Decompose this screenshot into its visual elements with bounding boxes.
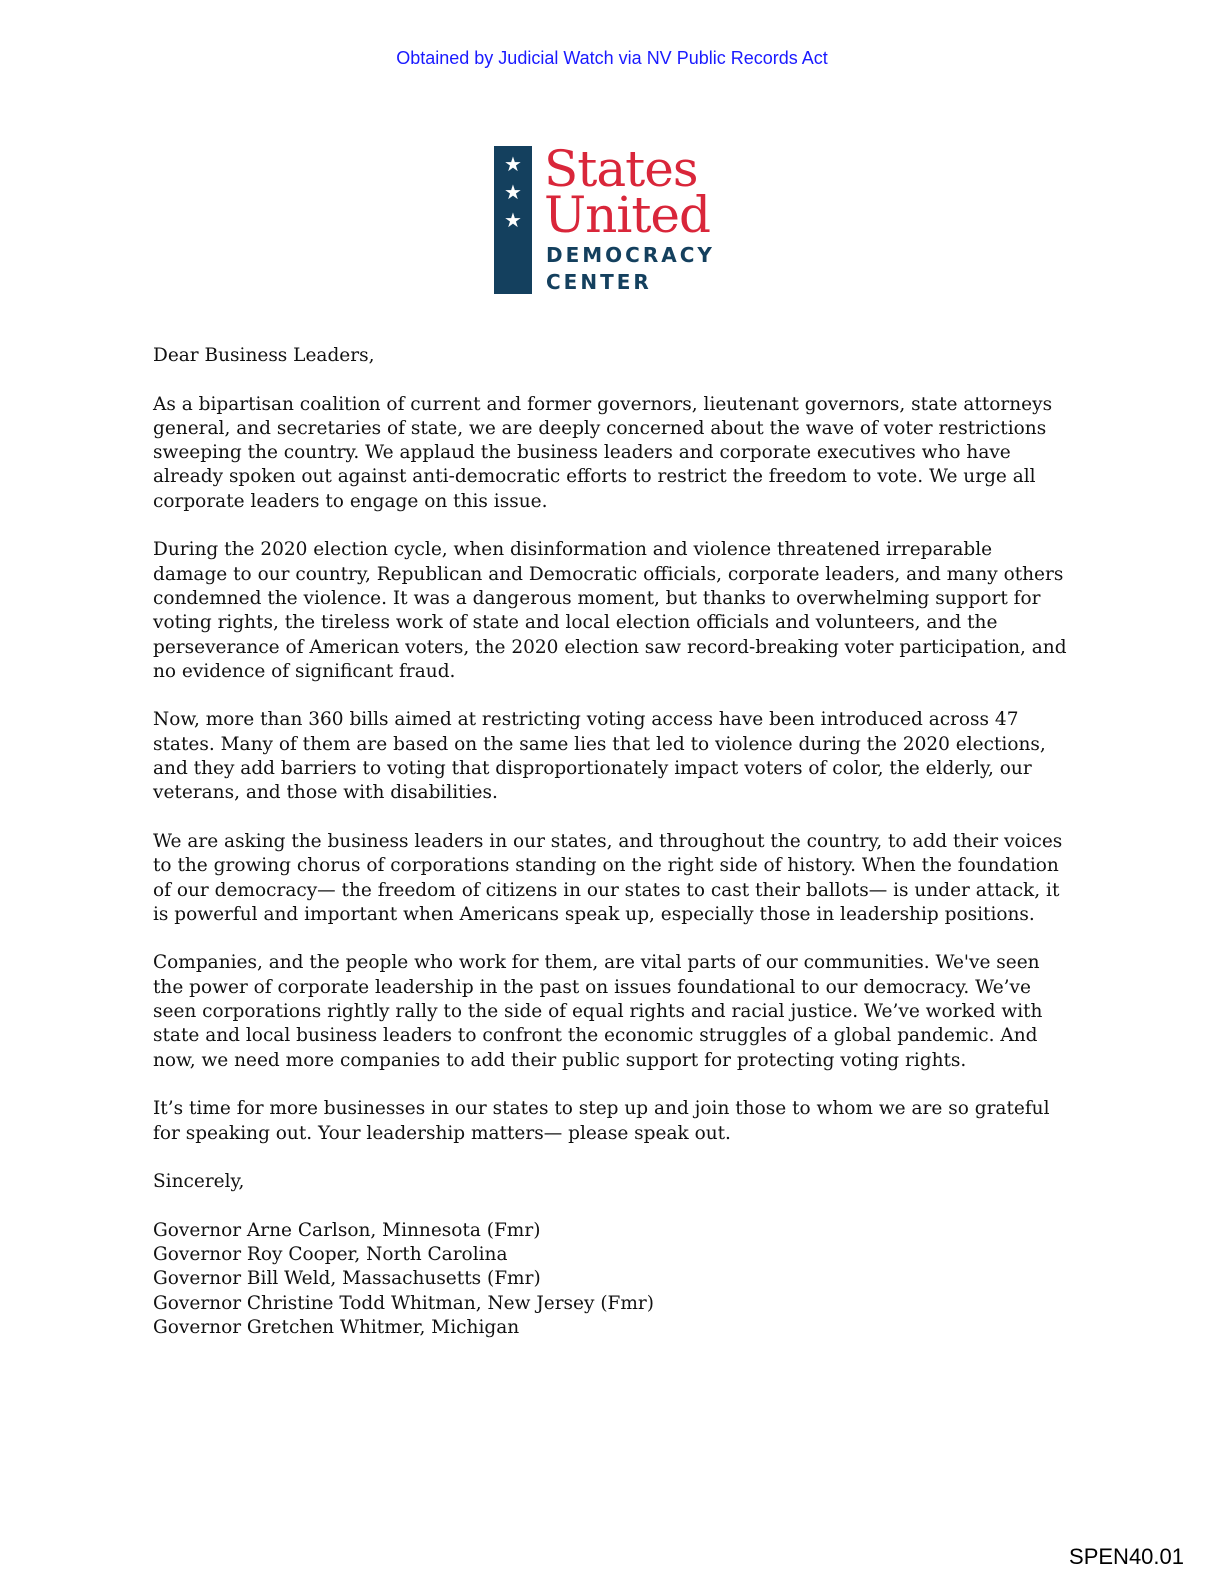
paragraph: We are asking the business leaders in our states, and throughout the country, to add their voices to the growing chorus of corporations standing on the right side of history. When the foundation of our democracy— the freedom of citizens in our states to cast their ballots— is under attack, it is powerful and important when Americans speak up, especially those in leadership positions.: [153, 830, 1063, 925]
signatory: Governor Arne Carlson, Minnesota (Fmr): [153, 1219, 541, 1241]
paragraph: It’s time for more businesses in our states to step up and join those to whom we are so grateful for speaking out. Your leadership matters— please speak out.: [153, 1098, 1050, 1144]
logo-star-bar: [494, 146, 532, 294]
star-icon: ★: [504, 208, 522, 232]
signatory: Governor Bill Weld, Massachusetts (Fmr): [153, 1268, 541, 1290]
salutation: Dear Business Leaders,: [153, 345, 375, 366]
paragraph: Now, more than 360 bills aimed at restricting voting access have been introduced across 47 states. Many of them are based on the same lies that led to violence during the 2020 elections, and they add barriers to voting that disproportionately impact voters of color, the elderly, our veterans, and those with disabilities.: [153, 709, 1046, 804]
logo-word-center: CENTER: [546, 270, 652, 294]
logo-word-democracy: DEMOCRACY: [546, 243, 715, 267]
signatory: Governor Christine Todd Whitman, New Jersey (Fmr): [153, 1292, 654, 1314]
document-id: SPEN40.01: [1069, 1544, 1184, 1569]
paragraph: Companies, and the people who work for them, are vital parts of our communities. We've seen the power of corporate leadership in the past on issues foundational to our democracy. We’ve seen corporations rightly rally to the side of equal rights and racial justice. We’ve worked with state and local business leaders to confront the economic struggles of a global pandemic. And now, we need more companies to add their public support for protecting voting rights.: [153, 952, 1043, 1071]
closing: Sincerely,: [153, 1171, 245, 1193]
records-act-watermark: Obtained by Judicial Watch via NV Public Records Act: [396, 48, 828, 68]
paragraph: As a bipartisan coalition of current and former governors, lieutenant governors, state attorneys general, and secretaries of state, we are deeply concerned about the wave of voter restrictions sweeping the country. We applaud the business leaders and corporate executives who have already spoken out against anti-democratic efforts to restrict the freedom to vote. We urge all corporate leaders to engage on this issue.: [153, 393, 1053, 512]
signatory-list: [153, 1219, 1068, 1340]
signatory: Governor Gretchen Whitmer, Michigan: [153, 1316, 520, 1338]
letter-body: [153, 344, 1068, 1340]
paragraph: During the 2020 election cycle, when disinformation and violence threatened irreparable damage to our country, Republican and Democratic officials, corporate leaders, and many others condemned the violence. It was a dangerous moment, but thanks to overwhelming support for voting rights, the tireless work of state and local election officials and volunteers, and the perseverance of American voters, the 2020 election saw record-breaking voter participation, and no evidence of significant fraud.: [153, 539, 1067, 682]
star-icon: ★: [504, 180, 522, 204]
signatory: Governor Roy Cooper, North Carolina: [153, 1243, 508, 1265]
logo-word-united: United: [544, 186, 711, 244]
star-icon: ★: [504, 152, 522, 176]
states-united-logo: [494, 140, 734, 296]
logo-word-states: States: [544, 140, 698, 198]
